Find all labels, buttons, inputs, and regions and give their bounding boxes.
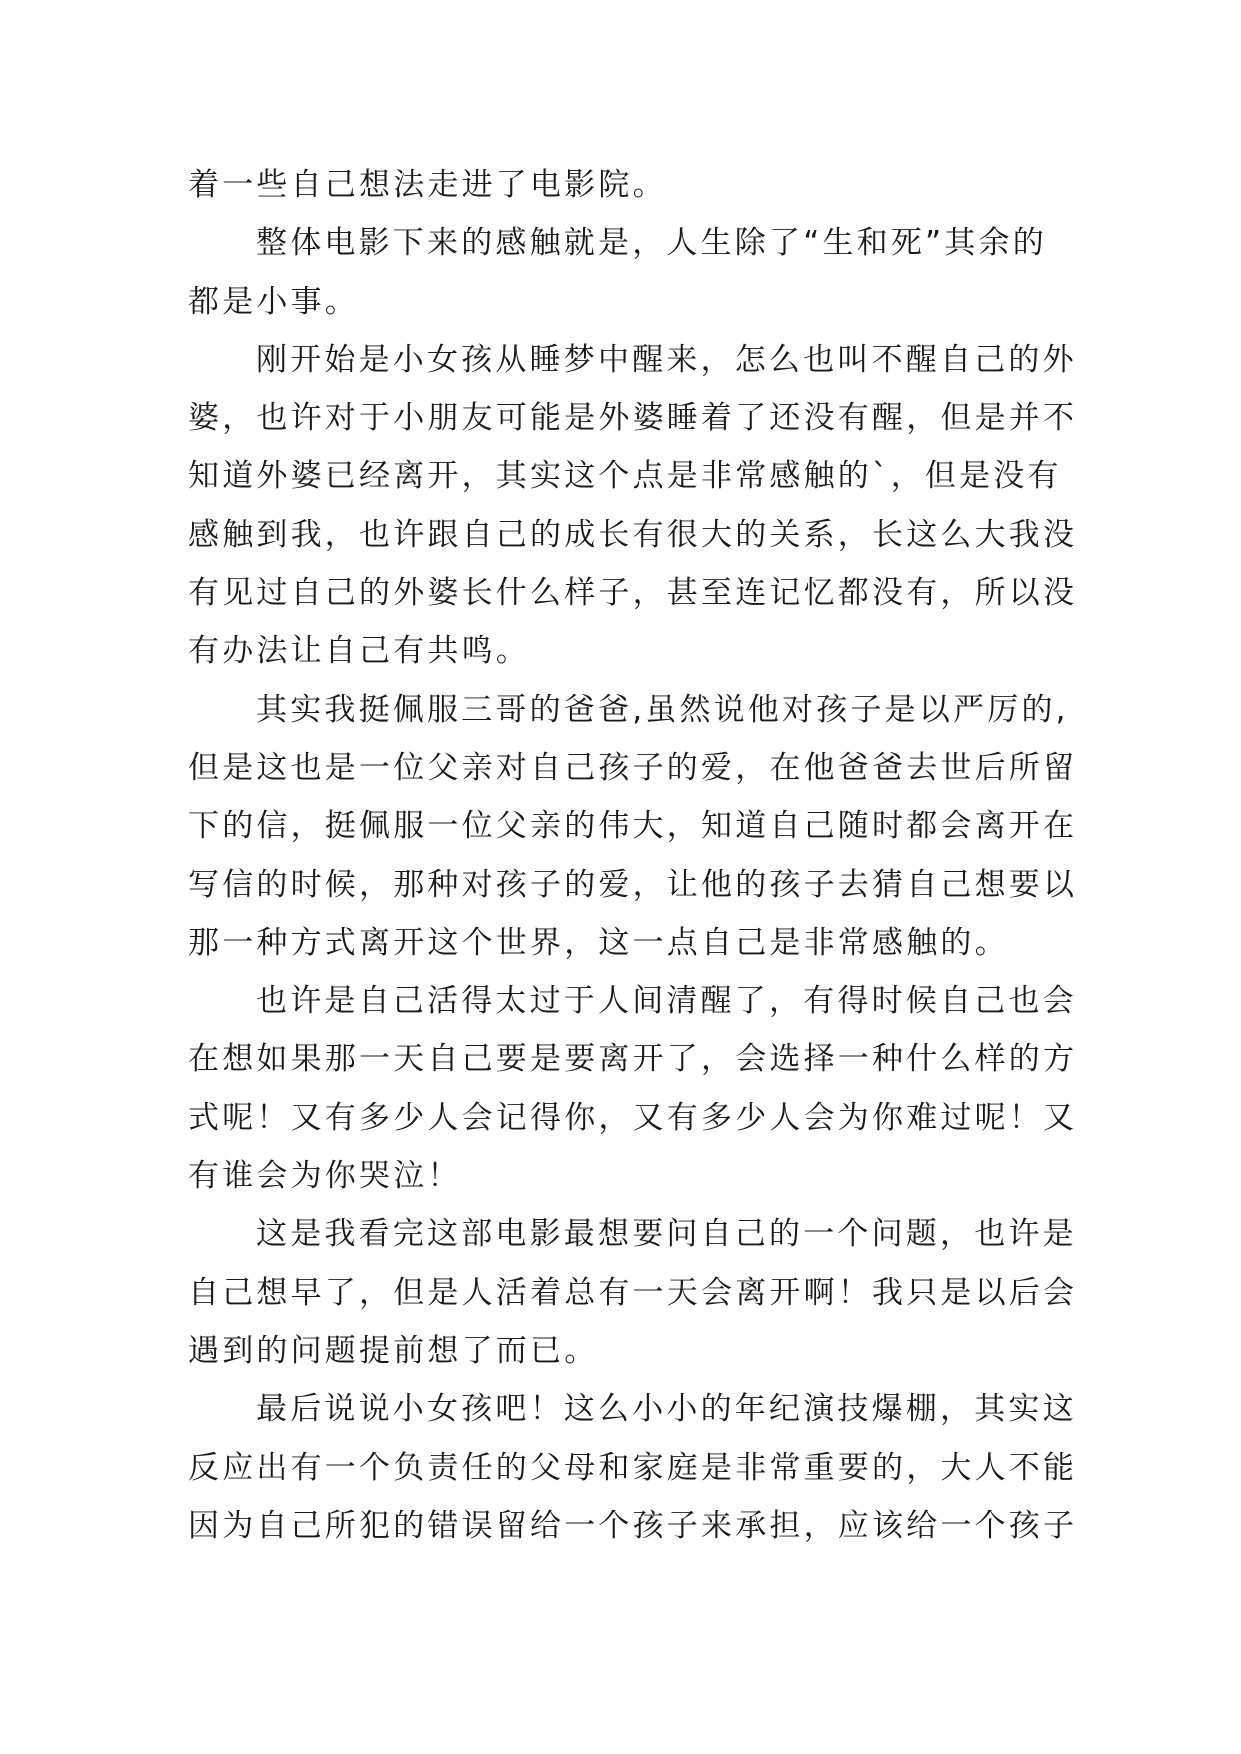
text-line: 其实我挺佩服三哥的爸爸,虽然说他对孩子是以严厉的, xyxy=(256,691,1069,728)
text-line: 刚开始是小女孩从睡梦中醒来，怎么也叫不醒自己的外 xyxy=(256,341,1077,378)
text-line: 都是小事。 xyxy=(188,283,359,320)
text-line: 自己想早了，但是人活着总有一天会离开啊！我只是以后会 xyxy=(188,1274,1078,1311)
text-line: 有见过自己的外婆长什么样子，甚至连记忆都没有，所以没 xyxy=(188,575,1078,612)
text-line: 写信的时候，那种对孩子的爱，让他的孩子去猜自己想要以 xyxy=(188,866,1078,903)
text-line: 着一些自己想法走进了电影院。 xyxy=(188,167,667,203)
text-line: 感触到我，也许跟自己的成长有很大的关系，长这么大我没 xyxy=(188,516,1078,553)
text-line: 但是这也是一位父亲对自己孩子的爱，在他爸爸去世后所留 xyxy=(188,749,1078,786)
text-line: 整体电影下来的感触就是，人生除了“生和死”其余的 xyxy=(256,225,1047,262)
text-line: 式呢！又有多少人会记得你，又有多少人会为你难过呢！又 xyxy=(188,1099,1078,1136)
text-line: 有谁会为你哭泣！ xyxy=(188,1158,462,1195)
text-line: 婆，也许对于小朋友可能是外婆睡着了还没有醒，但是并不 xyxy=(188,400,1078,437)
text-line: 有办法让自己有共鸣。 xyxy=(188,633,530,670)
text-line: 反应出有一个负责任的父母和家庭是非常重要的，大人不能 xyxy=(188,1449,1078,1486)
body-text xyxy=(188,156,1078,1555)
text-line: 遇到的问题提前想了而已。 xyxy=(188,1332,599,1369)
text-line: 也许是自己活得太过于人间清醒了，有得时候自己也会 xyxy=(256,983,1077,1020)
text-line: 这是我看完这部电影最想要问自己的一个问题，也许是 xyxy=(256,1216,1077,1253)
text-line: 那一种方式离开这个世界，这一点自己是非常感触的。 xyxy=(188,924,1009,961)
text-line: 最后说说小女孩吧！这么小小的年纪演技爆棚，其实这 xyxy=(256,1391,1077,1428)
text-line: 因为自己所犯的错误留给一个孩子来承担，应该给一个孩子 xyxy=(188,1507,1078,1544)
text-line: 知道外婆已经离开，其实这个点是非常感触的`，但是没有 xyxy=(188,458,1062,495)
text-line: 在想如果那一天自己要是要离开了，会选择一种什么样的方 xyxy=(188,1041,1078,1078)
text-line: 下的信，挺佩服一位父亲的伟大，知道自己随时都会离开在 xyxy=(188,808,1078,845)
